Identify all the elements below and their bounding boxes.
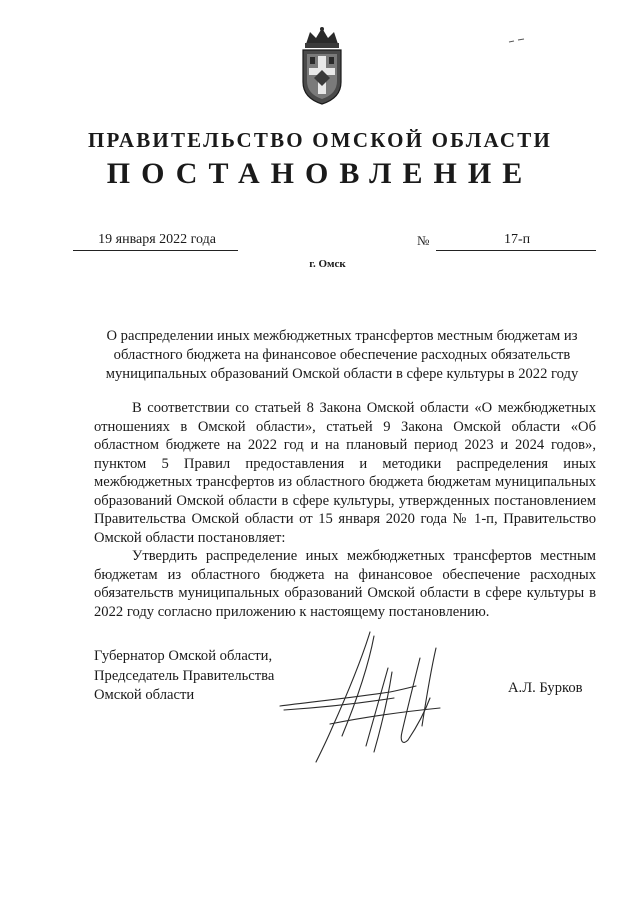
scan-mark: [508, 38, 526, 44]
signatory-position: [94, 647, 274, 706]
position-line-1: Губернатор Омской области,: [94, 648, 273, 664]
document-city: г. Омск: [309, 258, 346, 270]
document-subject: О распределении иных межбюджетных трансфертов местным бюджетам из областного бюджета на финансовое обеспечение расходных обязательств муниципальных образований Омской области в сфере культуры в 2022 году: [105, 328, 579, 382]
body-paragraph-1: В соответствии со статьей 8 Закона Омской области «О межбюджетных отношениях в Омской области», статьей 9 Закона Омской области «Об областном бюджете на 2022 год и на плановый период 2023 и 2024 годов», пунктом 5 Правил предоставления и методики распределения иных межбюджетных трансфертов из областного бюджета бюджетам муниципальных образований Омской области в сфере культуры, утвержденных постановлением Правительства Омской области от 15 января 2020 года № 1-п, Правительство Омской области постановляет:: [94, 400, 596, 546]
document-body: [94, 399, 596, 621]
government-title: ПРАВИТЕЛЬСТВО ОМСКОЙ ОБЛАСТИ: [87, 128, 552, 152]
number-sign: №: [417, 233, 430, 248]
document-number: 17-п: [504, 232, 531, 247]
handwritten-signature: [270, 628, 480, 768]
coat-of-arms-icon: [296, 26, 348, 106]
document-date-field: [73, 232, 238, 251]
body-paragraph-2: Утвердить распределение иных межбюджетных трансфертов местным бюджетам из областного бюджета на финансовое обеспечение расходных обязательств муниципальных образований Омской области в сфере культуры в 2022 году согласно приложению к настоящему постановлению.: [94, 548, 596, 620]
position-line-3: Омской области: [94, 687, 195, 703]
position-line-2: Председатель Правительства: [94, 667, 275, 684]
document-type: ПОСТАНОВЛЕНИЕ: [106, 157, 534, 190]
document-number-field: [436, 232, 596, 251]
document-date: 19 января 2022 года: [98, 232, 216, 247]
signatory-name: А.Л. Бурков: [508, 680, 583, 696]
